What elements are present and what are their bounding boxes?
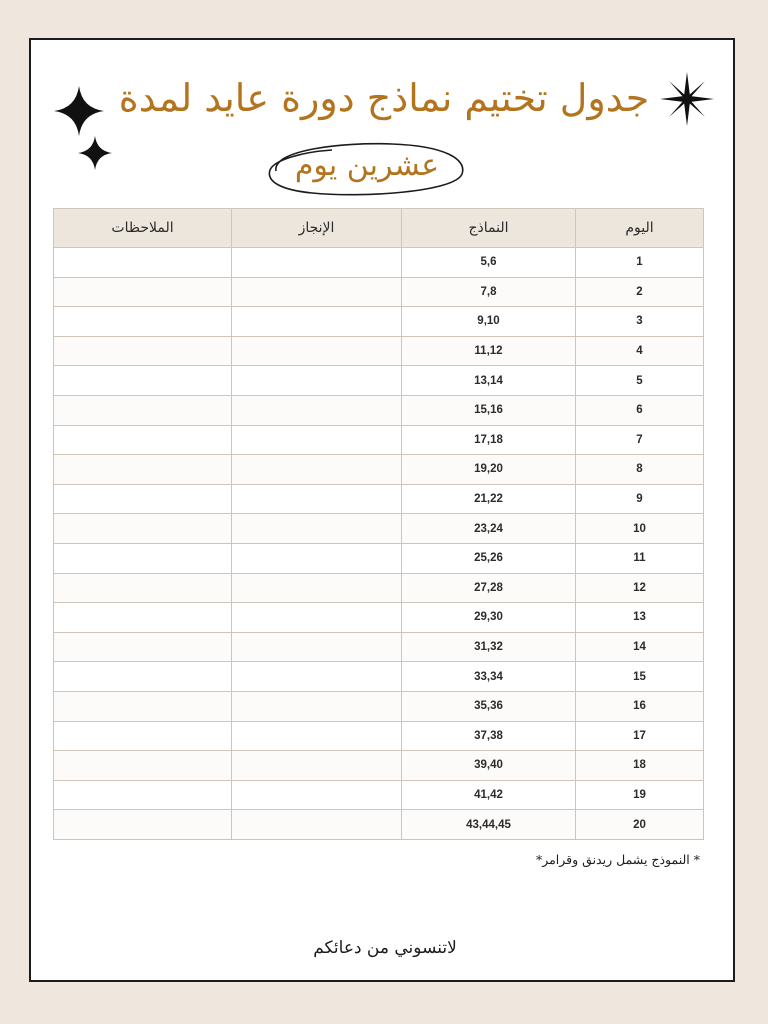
header-day: اليوم [576,209,704,248]
sparkle-icon [78,136,112,170]
table-row [54,366,704,396]
notes-cell[interactable] [54,751,232,781]
table-row [54,573,704,603]
notes-cell[interactable] [54,425,232,455]
achievement-cell[interactable] [232,810,402,840]
notes-cell[interactable] [54,662,232,692]
models-cell: 39,40 [402,751,576,781]
page-title: جدول تختيم نماذج دورة عايد لمدة [118,76,650,120]
achievement-cell[interactable] [232,751,402,781]
achievement-cell[interactable] [232,662,402,692]
table-row [54,307,704,337]
day-cell: 6 [576,395,704,425]
models-cell: 27,28 [402,573,576,603]
day-cell: 16 [576,691,704,721]
notes-cell[interactable] [54,395,232,425]
notes-cell[interactable] [54,366,232,396]
notes-cell[interactable] [54,691,232,721]
models-cell: 7,8 [402,277,576,307]
achievement-cell[interactable] [232,248,402,278]
models-cell: 41,42 [402,780,576,810]
footnote: * النموذج يشمل ريدنق وقرامر* [535,852,700,867]
day-cell: 17 [576,721,704,751]
table-row [54,691,704,721]
day-cell: 4 [576,336,704,366]
table-row [54,543,704,573]
day-cell: 2 [576,277,704,307]
achievement-cell[interactable] [232,425,402,455]
notes-cell[interactable] [54,307,232,337]
day-cell: 15 [576,662,704,692]
models-cell: 23,24 [402,514,576,544]
notes-cell[interactable] [54,603,232,633]
table-row [54,425,704,455]
day-cell: 14 [576,632,704,662]
notes-cell[interactable] [54,632,232,662]
notes-cell[interactable] [54,336,232,366]
table-header-row [54,209,704,248]
day-cell: 5 [576,366,704,396]
table-row [54,455,704,485]
day-cell: 11 [576,543,704,573]
notes-cell[interactable] [54,248,232,278]
table-row [54,603,704,633]
models-cell: 25,26 [402,543,576,573]
models-cell: 15,16 [402,395,576,425]
table-row [54,810,704,840]
notes-cell[interactable] [54,721,232,751]
notes-cell[interactable] [54,573,232,603]
table-row [54,484,704,514]
models-cell: 5,6 [402,248,576,278]
achievement-cell[interactable] [232,455,402,485]
header-achievement: الإنجاز [232,209,402,248]
table-row [54,751,704,781]
achievement-cell[interactable] [232,336,402,366]
models-cell: 21,22 [402,484,576,514]
notes-cell[interactable] [54,455,232,485]
day-cell: 18 [576,751,704,781]
models-cell: 33,34 [402,662,576,692]
models-cell: 31,32 [402,632,576,662]
day-cell: 12 [576,573,704,603]
day-cell: 13 [576,603,704,633]
notes-cell[interactable] [54,514,232,544]
models-cell: 19,20 [402,455,576,485]
table-row [54,248,704,278]
models-cell: 13,14 [402,366,576,396]
table-row [54,780,704,810]
header-models: النماذج [402,209,576,248]
achievement-cell[interactable] [232,780,402,810]
day-cell: 19 [576,780,704,810]
achievement-cell[interactable] [232,366,402,396]
achievement-cell[interactable] [232,277,402,307]
table-row [54,277,704,307]
table-row [54,662,704,692]
day-cell: 3 [576,307,704,337]
table-row [54,395,704,425]
achievement-cell[interactable] [232,307,402,337]
achievement-cell[interactable] [232,514,402,544]
subtitle-badge [262,138,472,200]
table-row [54,721,704,751]
models-cell: 17,18 [402,425,576,455]
day-cell: 9 [576,484,704,514]
achievement-cell[interactable] [232,632,402,662]
day-cell: 7 [576,425,704,455]
models-cell: 11,12 [402,336,576,366]
table-row [54,514,704,544]
achievement-cell[interactable] [232,603,402,633]
models-cell: 29,30 [402,603,576,633]
achievement-cell[interactable] [232,395,402,425]
notes-cell[interactable] [54,780,232,810]
achievement-cell[interactable] [232,721,402,751]
notes-cell[interactable] [54,484,232,514]
header-notes: الملاحظات [54,209,232,248]
table-row [54,336,704,366]
achievement-cell[interactable] [232,573,402,603]
models-cell: 37,38 [402,721,576,751]
notes-cell[interactable] [54,543,232,573]
achievement-cell[interactable] [232,484,402,514]
day-cell: 10 [576,514,704,544]
table-row [54,632,704,662]
models-cell: 35,36 [402,691,576,721]
notes-cell[interactable] [54,810,232,840]
achievement-cell[interactable] [232,543,402,573]
schedule-table [53,208,704,840]
models-cell: 9,10 [402,307,576,337]
closing-note: لاتنسوني من دعائكم [313,938,457,958]
day-cell: 1 [576,248,704,278]
notes-cell[interactable] [54,277,232,307]
day-cell: 8 [576,455,704,485]
achievement-cell[interactable] [232,691,402,721]
models-cell: 43,44,45 [402,810,576,840]
page-subtitle: عشرين يوم [294,148,440,183]
day-cell: 20 [576,810,704,840]
